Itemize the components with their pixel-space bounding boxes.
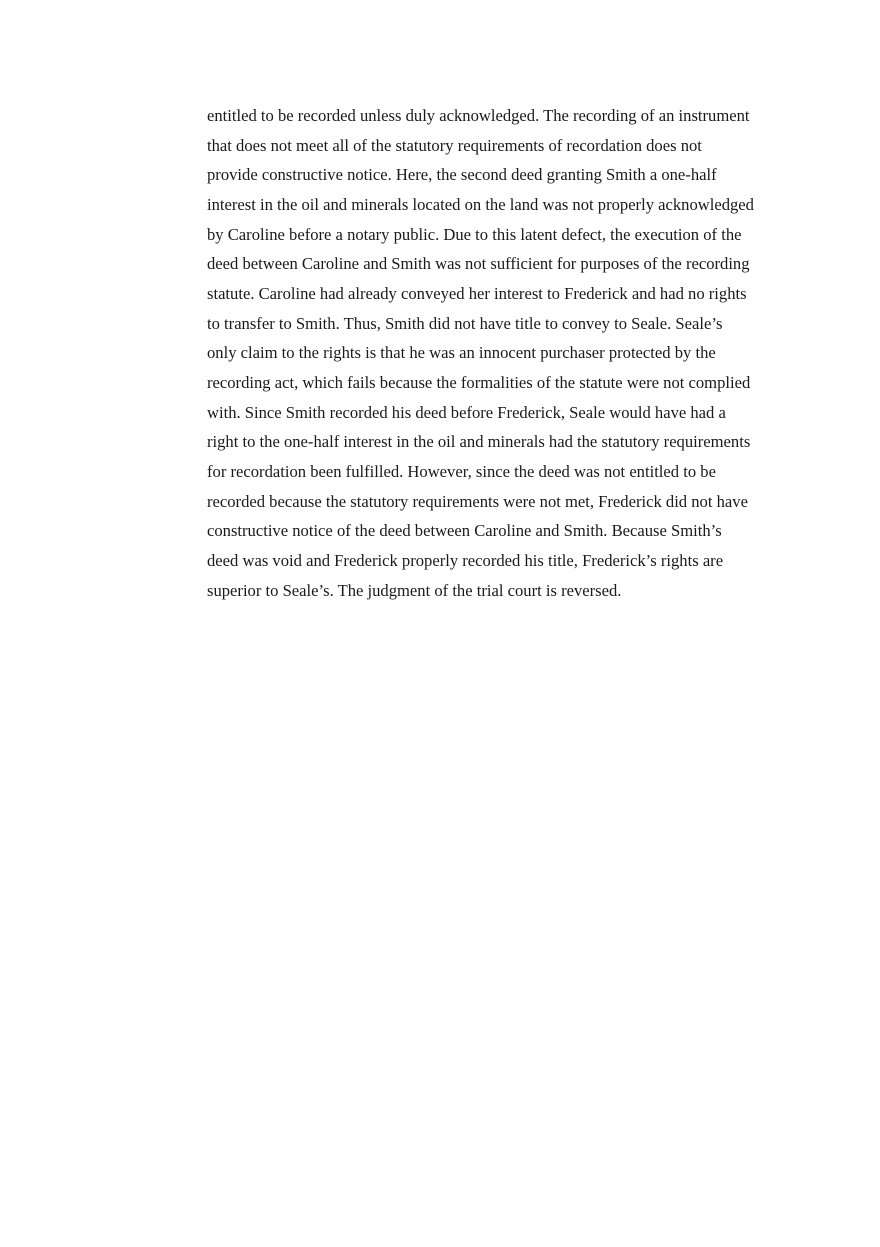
paragraph-line: to transfer to Smith. Thus, Smith did not have title to convey to Seale. Seale’s xyxy=(207,313,723,333)
paragraph-line: only claim to the rights is that he was an innocent purchaser protected by the xyxy=(207,343,716,363)
paragraph-line: statute. Caroline had already conveyed her interest to Frederick and had no rights xyxy=(207,283,747,303)
paragraph-line: provide constructive notice. Here, the second deed granting Smith a one-half xyxy=(207,165,717,185)
paragraph-line: deed was void and Frederick properly recorded his title, Frederick’s rights are xyxy=(207,550,724,570)
paragraph-line: with. Since Smith recorded his deed before Frederick, Seale would have had a xyxy=(207,402,726,422)
paragraph-line: deed between Caroline and Smith was not sufficient for purposes of the recording xyxy=(207,254,750,274)
paragraph-line: by Caroline before a notary public. Due to this latent defect, the execution of the xyxy=(207,224,742,244)
paragraph-line: recording act, which fails because the formalities of the statute were not complied xyxy=(207,372,751,392)
paragraph-line: for recordation been fulfilled. However, since the deed was not entitled to be xyxy=(207,461,716,481)
paragraph-line: recorded because the statutory requirements were not met, Frederick did not have xyxy=(207,491,748,511)
paragraph-line: superior to Seale’s. The judgment of the trial court is reversed. xyxy=(207,580,622,600)
paragraph-line: interest in the oil and minerals located on the land was not properly acknowledged xyxy=(207,194,754,214)
paragraph-line: right to the one-half interest in the oil and minerals had the statutory requirements xyxy=(207,432,751,452)
paragraph-line: that does not meet all of the statutory requirements of recordation does not xyxy=(207,135,702,155)
paragraph-line: entitled to be recorded unless duly acknowledged. The recording of an instrument xyxy=(207,106,750,125)
body-paragraph xyxy=(207,101,787,605)
paragraph-line: constructive notice of the deed between Caroline and Smith. Because Smith’s xyxy=(207,521,722,541)
